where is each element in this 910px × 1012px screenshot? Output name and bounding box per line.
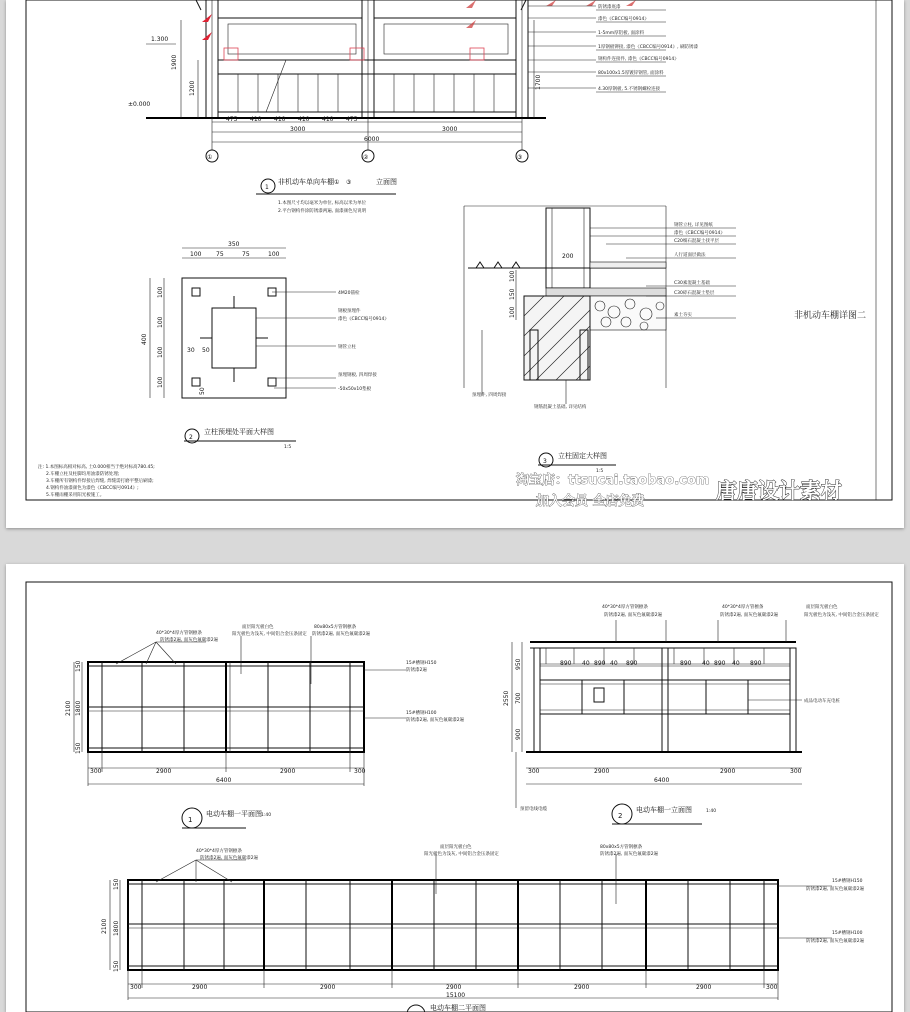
dim-bottom-1: 475 [226,116,238,123]
el-dim-top-6: 890 [680,660,692,667]
view2-scale: 1:5 [284,445,292,450]
el-top-label-1: 40*30*4厚方管钢檩条 [602,605,648,610]
view2-baseplate-plan [141,241,389,450]
pl-dim-bottom-2: 2900 [192,984,208,991]
el-dim-top-10: 890 [750,660,762,667]
el-dim-top-9: 40 [732,660,740,667]
v2-label-5: 预埋钢板, 四周焊接 [338,373,377,378]
axis-3: ③ [517,154,523,161]
el-dim-top-1: 890 [560,660,572,667]
ps-right-label-1: 15#槽钢H150 [406,661,437,666]
el-dim-bottom-3: 2900 [720,768,736,775]
v3-dim-1: 200 [562,253,574,260]
ps-top-label-5: 80x80x5方管钢檩条 [314,625,357,630]
plan-long [101,843,865,1012]
watermark-member: 加入会员 全店免费 [536,494,645,509]
v2-dim-top-3: 75 [242,251,250,258]
sheet1-side-title: 非机动车棚详图二 [794,311,867,321]
v1-note-3: 1-5mm厚铝板, 面涂料 [598,31,644,36]
ps-top-label-2: 防锈漆2遍, 面灰色氟碳漆2遍 [160,638,219,643]
pl-right-label-1: 15#槽钢H150 [832,879,863,884]
el-dim-top-5: 890 [626,660,638,667]
el-dim-bottom-4: 300 [790,768,802,775]
v2-dim-inner-1: 30 [187,347,195,354]
el-title: 电动车棚一立面图 [636,806,692,814]
v2-label-3: 漆色《CBCC编号0914》 [338,317,389,322]
v3-label-6: C30碎石混凝土垫层 [674,291,715,296]
ps-dim-bottom-2: 2900 [156,768,172,775]
pl-right-label-3: 15#槽钢H100 [832,931,863,936]
v2-label-2: 钢板预埋件 [338,309,361,314]
view2-title: 立柱预埋处平面大样图 [204,428,274,436]
v2-label-1: 4M20锚栓 [338,291,360,296]
el-top-label-2: 防锈漆2遍, 面灰色氟碳漆2遍 [604,613,663,618]
v1-note-5: 钢构件连接件, 漆色《CBCC编号0914》 [598,57,679,62]
v3-dim-3: 150 [509,288,516,300]
el-dim-top-3: 890 [594,660,606,667]
view2-title-num: 2 [189,434,193,441]
el-right-label: 成品电动车充电桩 [804,699,840,704]
v2-label-6: -50x50x10垫板 [338,387,372,392]
pl-top-label-5: 80x80x5方管钢檩条 [600,845,643,850]
el-top-label-6: 阳光板色为浅灰, 中间铝合金压条固定 [804,613,879,618]
v1-note-6: 80x100x1.5厚镀锌钢管, 面涂料 [598,71,664,76]
pl-dim-left-3: 150 [113,960,120,972]
ps-dim-left-1: 150 [75,660,82,672]
level-1300: 1.300 [151,36,169,43]
view3-title: 立柱固定大样图 [558,452,607,460]
ps-top-label-1: 40*30*4厚方管钢檩条 [156,631,202,636]
pl-top-label-3: 面层阳光板白色 [440,845,472,850]
ps-dim-left-total: 2100 [65,700,72,716]
dim-bottom-4: 410 [298,116,310,123]
v2-dim-left-total: 400 [141,333,148,345]
el-dim-left-total: 2550 [503,690,510,706]
el-top-label-4: 防锈漆2遍, 面灰色氟碳漆2遍 [720,613,779,618]
pl-top-label-6: 防锈漆2遍, 面灰色氟碳漆2遍 [600,852,659,857]
ps-right-label-4: 防锈漆2遍, 面灰色氟碳漆2遍 [406,718,465,723]
view1-axis-b: ③ [346,179,352,186]
pl-top-label-1: 40*30*4厚方管钢檩条 [196,849,242,854]
el-dim-top-4: 40 [610,660,618,667]
view1-title: 非机动车单向车棚 [278,178,334,186]
view1-axis-a: ① [334,179,340,186]
view1-title-num: 1 [265,184,269,191]
pl-dim-bottom-5: 2900 [574,984,590,991]
v3-label-4: 人行道面层做法 [674,253,706,258]
el-dim-left-2: 700 [515,692,522,704]
general-notes [38,463,155,498]
ps-dim-bottom-1: 300 [90,768,102,775]
sheet1-frame [26,0,892,500]
sheet2-drawing [6,564,904,1012]
view1-note-2: 2.平台钢构件涂防锈漆两遍, 面漆颜色见说明 [278,209,367,214]
v2-dim-inner-2: 50 [202,347,210,354]
ps-title-num: 1 [188,816,193,824]
sheet1-drawing [6,0,904,528]
ps-right-label-3: 15#槽钢H100 [406,711,437,716]
v2-dim-small: 50 [199,387,206,395]
watermark-shop: 淘宝店：ttsucai.taobao.com [516,473,710,488]
el-dim-top-8: 890 [714,660,726,667]
pl-dim-total: 15100 [446,992,466,999]
v3-label-5: C30素混凝土基础 [674,281,710,286]
pl-dim-left-total: 2100 [101,918,108,934]
ps-dim-bottom-4: 300 [354,768,366,775]
ps-dim-bottom-3: 2900 [280,768,296,775]
dim-bottom-2: 410 [250,116,262,123]
general-note-2: 2.车棚立柱及柱脚均用油漆防锈处理; [46,472,120,477]
el-dim-top-7: 40 [702,660,710,667]
el-scale: 1:40 [706,809,717,814]
el-dim-total: 6400 [654,777,670,784]
v1-note-4: 1厚钢板铆接, 漆色《CBCC编号0914》, 刷防锈漆 [598,45,698,50]
pl-right-label-4: 防锈漆2遍, 面灰色氟碳漆2遍 [806,939,865,944]
pl-title: 电动车棚二平面图 [430,1004,486,1012]
v1-note-7: 4.30厚钢板, 5.不锈钢螺栓连接 [598,87,661,92]
pl-dim-left-1: 150 [113,878,120,890]
v3-label-1: 钢管立柱, 详见图纸 [674,223,713,228]
dim-1200: 1200 [189,80,196,96]
pl-top-label-2: 防锈漆2遍, 面灰色氟碳漆2遍 [200,856,259,861]
general-note-3: 3.车棚所有钢构件焊接后焊缝, 焊缝需打磨平整后刷漆; [46,479,154,484]
el-top-label-3: 40*30*4厚方管檩条 [722,605,764,610]
v2-label-4: 钢管立柱 [338,345,356,350]
pl-dim-left-2: 1800 [113,920,120,936]
drawing-sheet-1 [6,0,904,528]
v2-dim-top-4: 100 [268,251,280,258]
pl-dim-bottom-4: 2900 [446,984,462,991]
view1-note-1: 1.本图尺寸均以毫米为单位, 标高以米为单位 [278,201,367,206]
dim-6000: 6000 [364,136,380,143]
shop-watermark [516,472,842,509]
pl-dim-bottom-3: 2900 [320,984,336,991]
el-title-num: 2 [618,812,623,820]
v3-bottom-2: 钢筋混凝土基础, 详见结构 [534,405,587,410]
plan-small [65,623,465,828]
view3-title-num: 3 [543,458,547,465]
v2-dim-top-2: 75 [216,251,224,258]
dim-1900: 1900 [171,54,178,70]
v3-label-3: C20细石混凝土找平层 [674,239,719,244]
pl-right-label-2: 防锈漆2遍, 面灰色氟碳漆2遍 [806,887,865,892]
ps-dim-left-2: 1800 [75,700,82,716]
v1-note-1: 防锈漆底漆 [598,5,621,10]
v1-note-2: 漆色《CBCC编号0914》 [598,17,649,22]
general-note-1: 注: 1.本图标高相对标高, 土0.000相当于绝对标高780.45; [38,465,155,470]
ps-right-label-2: 防锈漆2遍 [406,668,427,673]
drawing-sheet-2 [6,564,904,1012]
ps-top-label-4: 阳光板色为浅灰, 中间铝合金压条固定 [232,632,307,637]
pl-dim-bottom-6: 2900 [696,984,712,991]
dim-1700: 1700 [535,74,542,90]
watermark-brand: 唐唐设计素材 [716,479,842,503]
pl-dim-bottom-1: 300 [130,984,142,991]
el-dim-bottom-1: 300 [528,768,540,775]
v3-dim-2: 100 [509,270,516,282]
dim-3000-right: 3000 [442,126,458,133]
view1-title-suffix: 立面图 [376,178,397,186]
el-dim-bottom-2: 2900 [594,768,610,775]
general-note-5: 5.车棚雨棚采用阳光板施工。 [46,493,105,498]
v3-dim-4: 100 [509,306,516,318]
dim-3000-left: 3000 [290,126,306,133]
v2-dim-left-3: 100 [157,346,164,358]
el-dim-left-3: 900 [515,728,522,740]
sheet2-frame [26,582,892,1012]
general-note-4: 4.钢构件油漆颜色为漆色《CBCC编号0914》; [46,486,139,491]
el-top-label-5: 面层阳光板白色 [806,605,838,610]
v2-dim-left-2: 100 [157,316,164,328]
el-dim-left-1: 950 [515,658,522,670]
ps-top-label-3: 面层阳光板白色 [242,625,274,630]
v2-dim-total: 350 [228,241,240,248]
el-dim-top-2: 40 [582,660,590,667]
ps-scale: 1:40 [261,813,272,818]
level-zero: ±0.000 [128,101,151,108]
view1-elevation [128,0,698,214]
v2-dim-left-1: 100 [157,286,164,298]
elevation-view [503,603,879,824]
axis-1: ① [207,154,213,161]
charging-post [594,688,604,702]
dim-bottom-3: 410 [274,116,286,123]
ps-title: 电动车棚一平面图 [206,810,262,818]
dim-bottom-6: 475 [346,116,358,123]
ps-dim-left-3: 150 [75,742,82,754]
dim-bottom-5: 410 [322,116,334,123]
pl-dim-bottom-7: 300 [766,984,778,991]
ps-top-label-6: 防锈漆2遍, 面灰色氟碳漆2遍 [312,632,371,637]
v3-bottom-1: 预埋件, 四周焊接 [472,393,507,398]
v3-label-2: 漆色《CBCC编号0914》 [674,231,725,236]
pl-top-label-4: 阳光板色为浅灰, 中间铝合金压条固定 [424,852,499,857]
v2-dim-left-4: 100 [157,376,164,388]
view3-scale: 1:5 [596,469,604,474]
view3-footing-section [464,206,736,474]
axis-2: ② [363,154,369,161]
el-bottom-label: 预留电线电缆 [520,807,547,812]
v2-dim-top-1: 100 [190,251,202,258]
v3-label-7: 素土夯实 [674,313,692,318]
ps-dim-total: 6400 [216,777,232,784]
